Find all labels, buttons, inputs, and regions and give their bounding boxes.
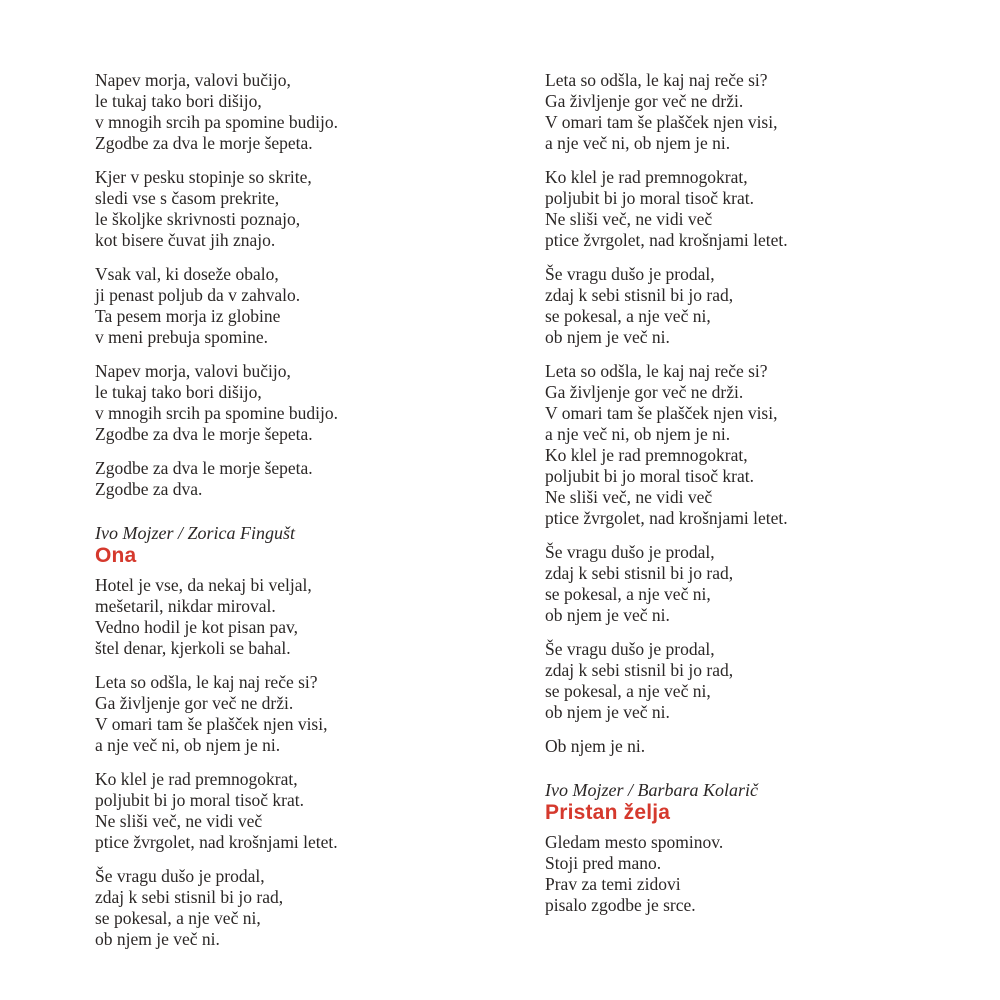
lyric-line: ob njem je več ni.	[545, 702, 670, 722]
lyric-line: le tukaj tako bori dišijo,	[95, 382, 262, 402]
lyric-line: zdaj k sebi stisnil bi jo rad,	[95, 887, 284, 907]
lyric-line: se pokesal, a nje več ni,	[95, 908, 261, 928]
lyric-line: Napev morja, valovi bučijo,	[95, 361, 291, 381]
lyric-line: a nje več ni, ob njem je ni.	[545, 424, 731, 444]
lyric-line: Še vragu dušo je prodal,	[545, 639, 715, 659]
lyric-line: Ob njem je ni.	[545, 736, 646, 756]
lyric-line: Vedno hodil je kot pisan pav,	[95, 617, 299, 637]
lyric-line: a nje več ni, ob njem je ni.	[545, 133, 731, 153]
lyric-stanza	[545, 639, 965, 723]
lyric-line: a nje več ni, ob njem je ni.	[95, 735, 281, 755]
lyric-line: se pokesal, a nje več ni,	[545, 584, 711, 604]
lyric-line: Še vragu dušo je prodal,	[95, 866, 265, 886]
lyric-line: Zgodbe za dva le morje šepeta.	[95, 458, 313, 478]
lyric-line: v mnogih srcih pa spomine budijo.	[95, 403, 339, 423]
lyric-line: v meni prebuja spomine.	[95, 327, 269, 347]
lyric-line: ob njem je več ni.	[95, 929, 220, 949]
lyric-stanza	[545, 361, 965, 529]
lyric-line: Leta so odšla, le kaj naj reče si?	[95, 672, 318, 692]
lyric-line: ptice žvrgolet, nad krošnjami letet.	[545, 230, 788, 250]
lyrics-column-right	[545, 70, 965, 929]
lyric-line: Ko klel je rad premnogokrat,	[545, 167, 748, 187]
lyric-stanza	[95, 458, 505, 500]
lyric-line: ob njem je več ni.	[545, 605, 670, 625]
lyric-line: Zgodbe za dva.	[95, 479, 203, 499]
lyric-line: Leta so odšla, le kaj naj reče si?	[545, 70, 768, 90]
lyric-stanza	[95, 361, 505, 445]
song-title: Pristan želja	[545, 801, 671, 824]
lyric-line: Še vragu dušo je prodal,	[545, 264, 715, 284]
song-credit: Ivo Mojzer / Barbara Kolarič	[545, 780, 758, 800]
lyric-line: V omari tam še plašček njen visi,	[95, 714, 328, 734]
lyric-line: Gledam mesto spominov.	[545, 832, 724, 852]
lyric-line: poljubit bi jo moral tisoč krat.	[545, 466, 755, 486]
lyric-line: ptice žvrgolet, nad krošnjami letet.	[545, 508, 788, 528]
lyric-line: poljubit bi jo moral tisoč krat.	[545, 188, 755, 208]
lyric-stanza	[95, 672, 505, 756]
lyric-stanza	[545, 264, 965, 348]
lyric-line: Ko klel je rad premnogokrat,	[545, 445, 748, 465]
lyric-stanza	[545, 542, 965, 626]
lyric-line: Ga življenje gor več ne drži.	[95, 693, 294, 713]
lyric-line: V omari tam še plašček njen visi,	[545, 112, 778, 132]
lyric-line: Ne sliši več, ne vidi več	[95, 811, 263, 831]
lyric-line: Ga življenje gor več ne drži.	[545, 91, 744, 111]
lyric-stanza	[545, 832, 965, 916]
song-title: Ona	[95, 544, 137, 567]
lyric-line: zdaj k sebi stisnil bi jo rad,	[545, 660, 734, 680]
lyric-line: kot bisere čuvat jih znajo.	[95, 230, 276, 250]
lyric-line: Stoji pred mano.	[545, 853, 662, 873]
lyric-line: sledi vse s časom prekrite,	[95, 188, 280, 208]
lyric-line: Prav za temi zidovi	[545, 874, 681, 894]
lyric-line: štel denar, kjerkoli se bahal.	[95, 638, 291, 658]
lyric-line: le tukaj tako bori dišijo,	[95, 91, 262, 111]
lyric-line: Leta so odšla, le kaj naj reče si?	[545, 361, 768, 381]
lyric-line: Hotel je vse, da nekaj bi veljal,	[95, 575, 312, 595]
lyric-line: poljubit bi jo moral tisoč krat.	[95, 790, 305, 810]
lyric-line: Ne sliši več, ne vidi več	[545, 209, 713, 229]
lyric-line: v mnogih srcih pa spomine budijo.	[95, 112, 339, 132]
lyric-stanza	[95, 167, 505, 251]
lyric-line: Še vragu dušo je prodal,	[545, 542, 715, 562]
lyric-line: Ta pesem morja iz globine	[95, 306, 281, 326]
lyric-line: V omari tam še plašček njen visi,	[545, 403, 778, 423]
lyric-line: zdaj k sebi stisnil bi jo rad,	[545, 285, 734, 305]
lyric-line: ptice žvrgolet, nad krošnjami letet.	[95, 832, 338, 852]
lyric-stanza	[545, 736, 965, 757]
lyric-stanza	[95, 866, 505, 950]
lyric-line: se pokesal, a nje več ni,	[545, 306, 711, 326]
lyric-line: pisalo zgodbe je srce.	[545, 895, 696, 915]
lyric-line: ob njem je več ni.	[545, 327, 670, 347]
lyric-line: Ga življenje gor več ne drži.	[545, 382, 744, 402]
lyric-line: ji penast poljub da v zahvalo.	[95, 285, 301, 305]
lyric-line: Zgodbe za dva le morje šepeta.	[95, 424, 313, 444]
lyric-line: Napev morja, valovi bučijo,	[95, 70, 291, 90]
song-credit: Ivo Mojzer / Zorica Fingušt	[95, 523, 295, 543]
lyric-line: Ne sliši več, ne vidi več	[545, 487, 713, 507]
lyric-stanza	[545, 167, 965, 251]
lyric-stanza	[95, 769, 505, 853]
lyric-line: Ko klel je rad premnogokrat,	[95, 769, 298, 789]
lyric-stanza	[95, 575, 505, 659]
lyric-stanza	[95, 264, 505, 348]
lyric-line: Zgodbe za dva le morje šepeta.	[95, 133, 313, 153]
lyric-line: le školjke skrivnosti poznajo,	[95, 209, 301, 229]
lyric-stanza	[95, 70, 505, 154]
lyric-line: se pokesal, a nje več ni,	[545, 681, 711, 701]
lyric-line: mešetaril, nikdar miroval.	[95, 596, 276, 616]
lyric-line: Vsak val, ki doseže obalo,	[95, 264, 279, 284]
lyric-stanza	[545, 70, 965, 154]
lyrics-column-left	[95, 70, 505, 963]
lyric-line: zdaj k sebi stisnil bi jo rad,	[545, 563, 734, 583]
lyric-line: Kjer v pesku stopinje so skrite,	[95, 167, 312, 187]
